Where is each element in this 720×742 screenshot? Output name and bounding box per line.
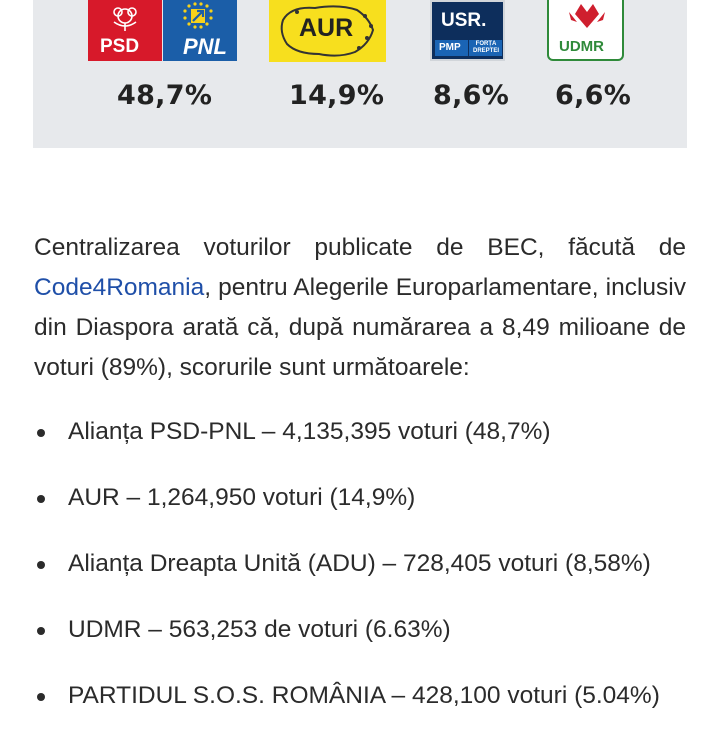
bullet-icon bbox=[37, 495, 45, 503]
list-item bbox=[34, 412, 694, 478]
psd-pnl-percent: 48,7% bbox=[117, 80, 213, 111]
pmp-text: PMP bbox=[439, 42, 461, 53]
bullet-icon bbox=[37, 429, 45, 437]
list-item bbox=[34, 676, 694, 742]
usr-logo-text: USR. bbox=[441, 10, 487, 31]
code4romania-link[interactable]: Code4Romania bbox=[34, 273, 205, 301]
psd-logo bbox=[88, 0, 162, 61]
pmp-badge bbox=[435, 40, 468, 56]
udmr-logo bbox=[547, 0, 624, 61]
list-item-text: PARTIDUL S.O.S. ROMÂNIA – 428,100 voturi (5.04%) bbox=[68, 682, 660, 709]
pnl-logo-text: PNL bbox=[183, 34, 227, 59]
bullet-icon bbox=[37, 561, 45, 569]
tulip-icon bbox=[549, 0, 626, 40]
list-item-text: UDMR – 563,253 de voturi (6.63%) bbox=[68, 616, 451, 643]
list-item bbox=[34, 478, 694, 544]
usr-logo bbox=[430, 0, 505, 61]
list-item-text: Alianța PSD-PNL – 4,135,395 voturi (48,7%) bbox=[68, 418, 551, 445]
article-paragraph bbox=[34, 228, 686, 388]
bullet-icon bbox=[37, 693, 45, 701]
aur-logo-text: AUR bbox=[299, 14, 354, 42]
aur-logo bbox=[269, 0, 386, 62]
paragraph-text-start: Centralizarea voturilor publicate de BEC, făcută de bbox=[34, 233, 686, 261]
psd-logo-text: PSD bbox=[100, 36, 140, 57]
list-item bbox=[34, 610, 694, 676]
bullet-icon bbox=[37, 627, 45, 635]
forta-dreptei-text: FORȚA DREPTEI bbox=[472, 41, 499, 54]
results-list bbox=[34, 412, 694, 742]
list-item-text: Alianța Dreapta Unită (ADU) – 728,405 voturi (8,58%) bbox=[68, 550, 651, 577]
pnl-logo bbox=[163, 0, 237, 61]
paragraph-text-end: , pentru Alegerile Europarlamentare, inclusiv din Diaspora arată că, după numărarea a 8,49 milioane de voturi (89%), scorurile sunt următoarele: bbox=[34, 273, 686, 381]
list-item bbox=[34, 544, 694, 610]
adu-percent: 8,6% bbox=[433, 80, 510, 111]
results-banner bbox=[33, 0, 687, 148]
udmr-percent: 6,6% bbox=[555, 80, 632, 111]
list-item-text: AUR – 1,264,950 voturi (14,9%) bbox=[68, 484, 416, 511]
udmr-logo-text: UDMR bbox=[559, 38, 604, 55]
aur-percent: 14,9% bbox=[289, 80, 385, 111]
forta-dreptei-badge bbox=[469, 40, 502, 56]
